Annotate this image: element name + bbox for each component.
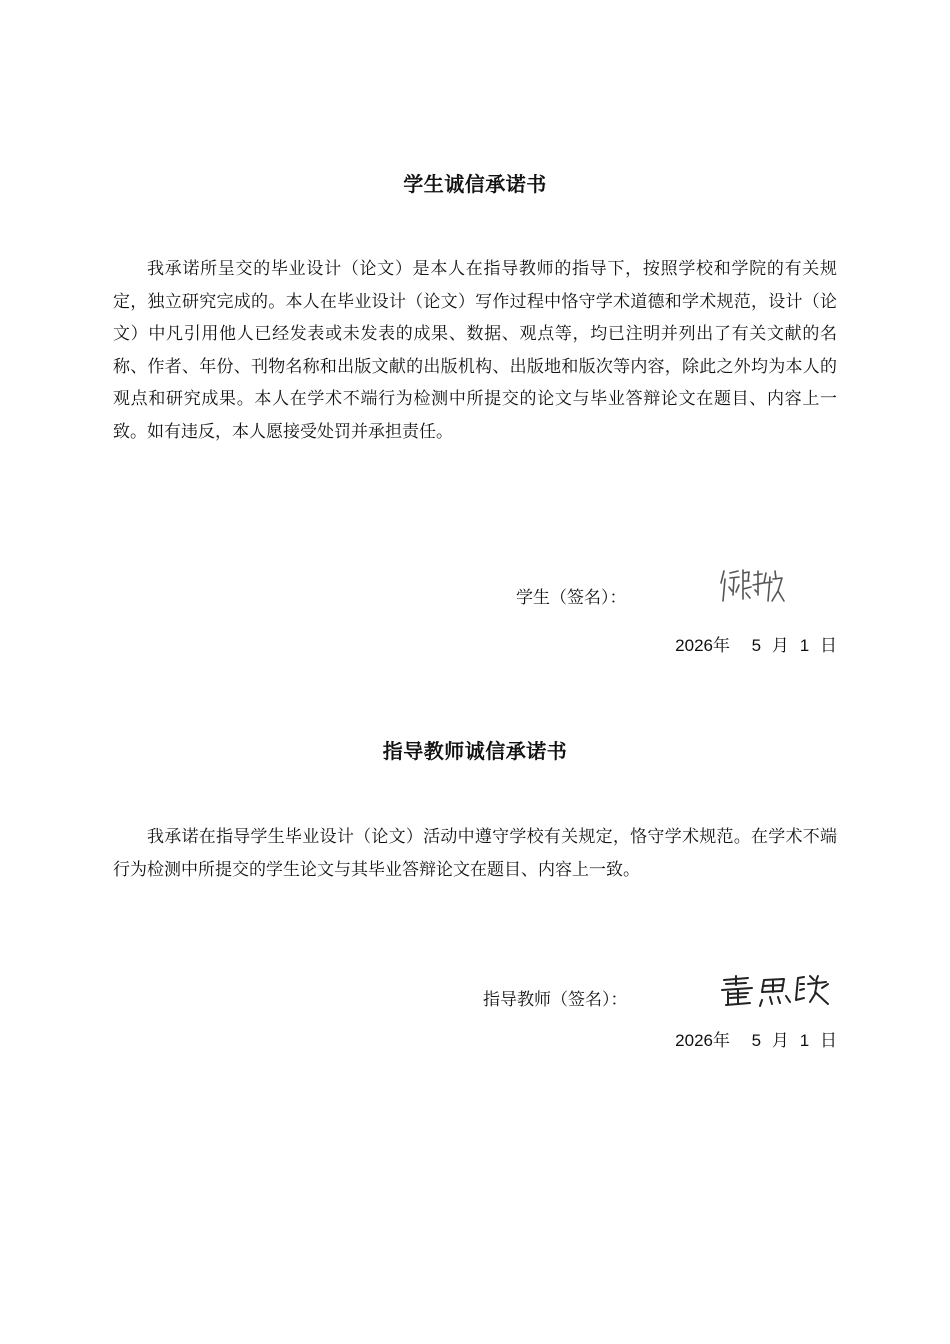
advisor-date-month-unit: 月 xyxy=(771,1031,789,1051)
student-date xyxy=(675,631,837,656)
advisor-signature-label: 指导教师（签名）： xyxy=(483,990,628,1010)
student-pledge-body: 我承诺所呈交的毕业设计（论文）是本人在指导教师的指导下，按照学校和学院的有关规定，独立研究完成的。本人在毕业设计（论文）写作过程中恪守学术道德和学术规范，设计（论文）中凡引用他人已经发表或未发表的成果、数据、观点等，均已注明并列出了有关文献的名称、作者、年份、刊物名称和出版文献的出版机构、出版地和版次等内容，除此之外均为本人的观点和研究成果。本人在学术不端行为检测中所提交的论文与毕业答辩论文在题目、内容上一致。如有违反，本人愿接受处罚并承担责任。 xyxy=(113,259,837,442)
student-date-month: 5 xyxy=(751,636,762,655)
student-date-day: 1 xyxy=(799,636,810,655)
advisor-date-day: 1 xyxy=(799,1031,810,1050)
student-pledge-title: 学生诚信承诺书 xyxy=(403,172,547,196)
advisor-date-year: 2026 xyxy=(675,1031,713,1050)
advisor-date xyxy=(675,1026,837,1051)
student-date-day-unit: 日 xyxy=(820,636,837,656)
advisor-signature-image xyxy=(718,970,836,1010)
advisor-pledge-body: 我承诺在指导学生毕业设计（论文）活动中遵守学校有关规定，恪守学术规范。在学术不端行为检测中所提交的学生论文与其毕业答辩论文在题目、内容上一致。 xyxy=(113,827,837,880)
advisor-pledge-title: 指导教师诚信承诺书 xyxy=(382,739,568,763)
student-date-year-unit: 年 xyxy=(713,636,730,656)
student-date-month-unit: 月 xyxy=(771,636,789,656)
advisor-date-year-unit: 年 xyxy=(713,1031,730,1051)
student-signature-image xyxy=(718,565,790,609)
student-date-year: 2026 xyxy=(675,636,713,655)
student-signature-label: 学生（签名）： xyxy=(516,588,627,608)
advisor-date-month: 5 xyxy=(751,1031,762,1050)
advisor-date-day-unit: 日 xyxy=(820,1031,837,1051)
